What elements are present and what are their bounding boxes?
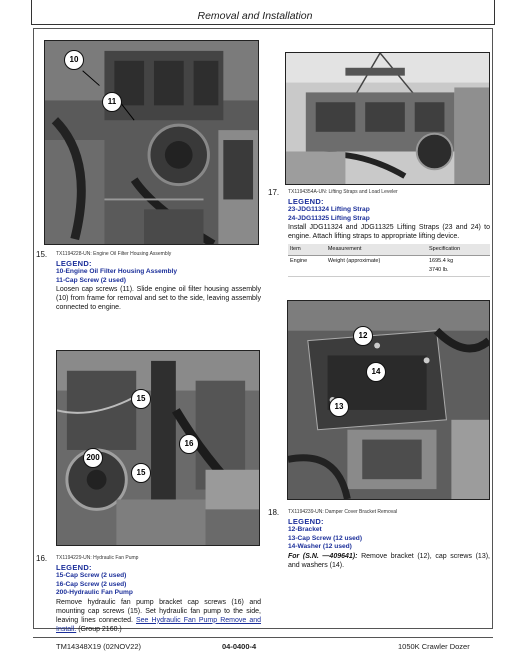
callout-15: 15	[131, 463, 151, 483]
callout-16: 16	[179, 434, 199, 454]
step-18-number: 18.	[268, 508, 280, 517]
footer-doc-id: TM14348X19 (02NOV22)	[56, 642, 142, 651]
step-16-legend-item: 15-Cap Screw (2 used)	[56, 572, 127, 579]
step-16-text	[56, 598, 261, 634]
callout-15: 15	[131, 389, 151, 409]
spec-header-measurement: Measurement	[326, 244, 427, 256]
spec-value-metric: 1695.4 kg	[428, 258, 454, 264]
step-16-legend-title: LEGEND:	[56, 563, 92, 572]
photo-damper-cover-bracket	[287, 300, 490, 500]
step-17-legend-title: LEGEND:	[288, 197, 324, 206]
spec-value-imperial: 3740 lb.	[428, 267, 449, 273]
step-18-legend-item: 12-Bracket	[288, 526, 322, 533]
step-18-serial-prefix: For (S.N. —409641):	[288, 552, 358, 560]
callout-14: 14	[366, 362, 386, 382]
step-17-number: 17.	[268, 188, 280, 197]
step-18-legend-title: LEGEND:	[288, 517, 324, 526]
spec-cell-specification	[427, 256, 490, 277]
spec-header-item: Item	[288, 244, 326, 256]
callout-13: 13	[329, 397, 349, 417]
step-15-number: 15.	[36, 250, 48, 259]
step-18-legend-item: 13-Cap Screw (12 used)	[288, 534, 363, 542]
step-17-text: Install JDG11324 and JDG11325 Lifting Straps (23 and 24) to engine. Attach lifting straps to appropriate lifting device.	[288, 224, 490, 240]
spec-cell-item: Engine	[288, 256, 326, 277]
photo-oil-filter-housing	[44, 40, 259, 245]
footer-page-number: 04-0400-4	[222, 642, 257, 651]
step-18	[268, 508, 490, 570]
step-15-caption: TX1194228-UN: Engine Oil Filter Housing Assembly	[56, 251, 172, 257]
step-15-legend-item: 11-Cap Screw (2 used)	[56, 276, 126, 284]
step-16-instruction: Remove hydraulic fan pump bracket cap screws (16) and mounting cap screws (15). Set hydraulic fan pump to the side, leaving lines connected.	[56, 598, 261, 624]
step-18-instruction: Remove bracket (12), cap screws (13), and washers (14).	[288, 552, 490, 569]
footer-machine-name: 1050K Crawler Dozer	[398, 642, 470, 651]
page-title: Removal and Installation	[197, 10, 313, 22]
spec-row	[288, 256, 490, 277]
footer-rule	[33, 637, 493, 638]
step-16-caption: TX1194229-UN: Hydraulic Fan Pump	[56, 555, 139, 561]
step-16-number: 16.	[36, 554, 48, 563]
step-15-legend-item: 10-Engine Oil Filter Housing Assembly	[56, 268, 178, 275]
photo-lifting-straps	[285, 52, 490, 185]
photo-hydraulic-fan-pump	[56, 350, 260, 546]
step-17-caption: TX1194354A-UN: Lifting Straps and Load Leveler	[288, 189, 398, 195]
spec-table	[288, 244, 490, 277]
spec-cell-measurement: Weight (approximate)	[326, 256, 427, 277]
step-15	[36, 250, 261, 312]
step-16-legend-item: 16-Cap Screw (2 used)	[56, 580, 127, 588]
step-16	[36, 554, 261, 634]
step-18-legend-item: 14-Washer (12 used)	[288, 543, 352, 550]
step-16-group-ref: (Group 2160.)	[78, 625, 122, 633]
step-18-text	[288, 552, 490, 570]
header-rule	[31, 24, 495, 25]
hydraulic-fan-pump-link[interactable]: See Hydraulic Fan Pump Remove and Install.	[56, 616, 261, 633]
callout-10: 10	[64, 50, 84, 70]
callout-12: 12	[353, 326, 373, 346]
step-17-legend-item: 24-JDG11325 Lifting Strap	[288, 214, 370, 222]
step-18-caption: TX1194239-UN: Damper Cover Bracket Removal	[288, 509, 398, 515]
step-16-legend-item: 200-Hydraulic Fan Pump	[56, 589, 133, 596]
callout-11: 11	[102, 92, 122, 112]
callout-200: 200	[83, 448, 103, 468]
spec-header-specification: Specification	[427, 244, 490, 256]
step-15-legend-title: LEGEND:	[56, 259, 92, 268]
step-17-legend-item: 23-JDG11324 Lifting Strap	[288, 206, 370, 213]
step-15-text: Loosen cap screws (11). Slide engine oil filter housing assembly (10) from frame for removal and set to the side, leaving assembly connected to engine.	[56, 286, 261, 311]
step-17	[268, 188, 490, 277]
